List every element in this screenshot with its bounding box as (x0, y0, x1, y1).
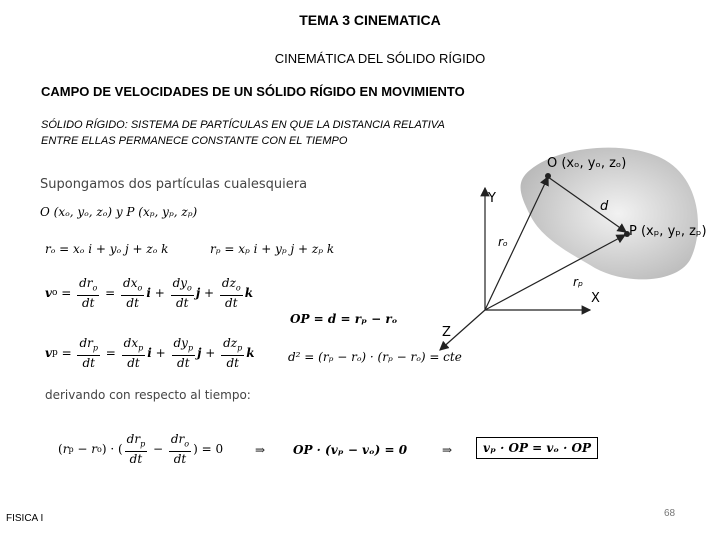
label-r-p: rₚ (573, 275, 584, 289)
label-axis-x: X (591, 291, 600, 306)
equation-result-boxed: vₚ · OP = vₒ · OP (476, 437, 598, 459)
section-heading: CAMPO DE VELOCIDADES DE UN SÓLIDO RÍGIDO EN MOVIMIENTO (41, 84, 465, 99)
equation-r-p: rₚ = xₚ i + yₚ j + zₚ k (210, 242, 335, 256)
equation-derivative-product: ( r p − r o ) · ( $\frac{dr_p}{dt}$ − $\frac{dr_o}{dt}$ ) = 0 (58, 432, 224, 467)
label-axis-z: Z (442, 325, 451, 340)
label-point-p: P (xₚ, yₚ, zₚ) (629, 224, 707, 239)
equation-v-o: v o = $\frac{dr_o}{dt}$ = $\frac{dx_o}{dt}$ i + $\frac{dy_o}{dt}$ j + $\frac{dz_o}{dt}$ k (45, 276, 254, 311)
implies-arrow-2: ⇒ (442, 443, 453, 457)
equation-op: OP = d = rₚ − rₒ (290, 312, 398, 326)
label-r-o: rₒ (498, 235, 508, 249)
implies-arrow-1: ⇒ (255, 443, 266, 457)
label-d: d (600, 199, 609, 214)
equation-d-squared: d² = (rₚ − rₒ) · (rₚ − rₒ) = cte (288, 350, 462, 364)
equation-r-o: rₒ = xₒ i + yₒ j + zₒ k (45, 242, 169, 256)
points-text: O (xₒ, yₒ, zₒ) y P (xₚ, yₚ, zₚ) (40, 205, 198, 219)
label-point-o: O (xₒ, yₒ, zₒ) (547, 156, 627, 171)
page-number: 68 (664, 508, 676, 519)
slide-title: TEMA 3 CINEMATICA (299, 12, 441, 28)
definition-line-1: SÓLIDO RÍGIDO: SISTEMA DE PARTÍCULAS EN QUE LA DISTANCIA RELATIVA (41, 119, 445, 131)
point-o (545, 173, 551, 179)
rigid-body-diagram (430, 140, 720, 370)
equation-v-p: v p = $\frac{dr_p}{dt}$ = $\frac{dx_p}{dt}$ i + $\frac{dy_p}{dt}$ j + $\frac{dz_p}{dt}$ k (45, 336, 255, 371)
label-axis-y: Y (488, 191, 496, 206)
definition-line-2: ENTRE ELLAS PERMANECE CONSTANTE CON EL TIEMPO (41, 135, 348, 147)
equation-result-1: OP · (vₚ − vₒ) = 0 (293, 443, 408, 457)
footer-course: FISICA I (6, 513, 44, 524)
intro-text: Supongamos dos partículas cualesquiera (40, 177, 308, 192)
deriving-text: derivando con respecto al tiempo: (45, 388, 251, 402)
slide-subtitle: CINEMÁTICA DEL SÓLIDO RÍGIDO (274, 51, 486, 66)
